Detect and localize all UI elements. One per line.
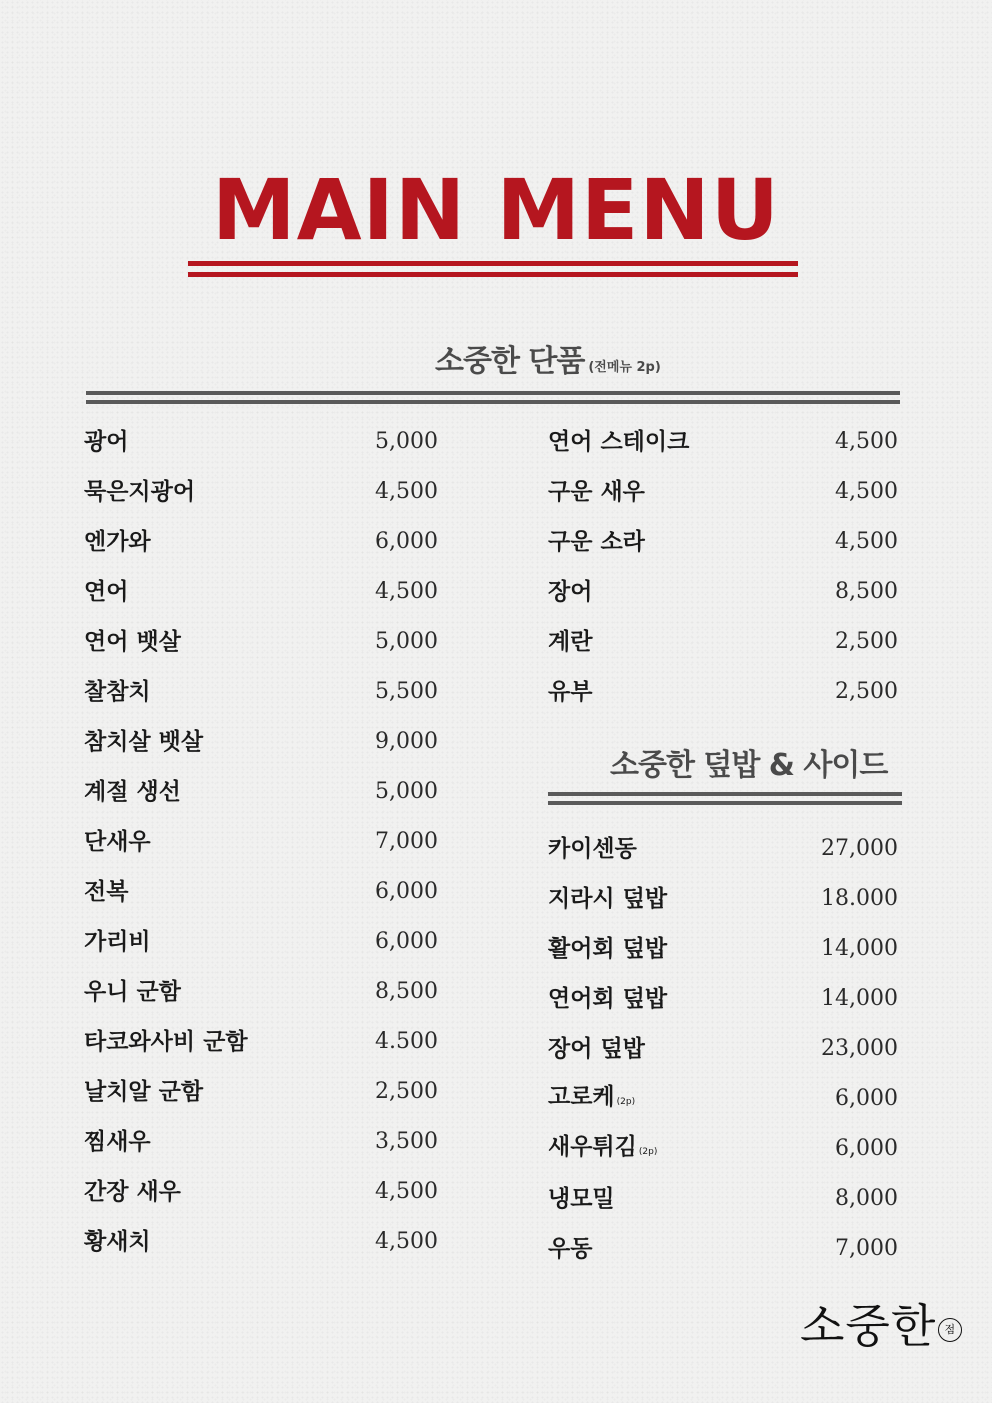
- menu-item-name: [548, 572, 592, 612]
- menu-item-name-text: 묵은지광어: [84, 479, 196, 505]
- menu-item-price: 5,000: [375, 429, 438, 454]
- menu-item-name: [84, 1122, 151, 1162]
- menu-item-note: (2p): [616, 1096, 636, 1107]
- section-rule-single-top: [86, 391, 900, 395]
- menu-item-price: 6,000: [375, 879, 438, 904]
- menu-item: [84, 872, 438, 912]
- menu-item-name: [84, 472, 195, 512]
- menu-item-name: [84, 1072, 203, 1112]
- menu-item: [548, 422, 898, 462]
- menu-item: [84, 472, 438, 512]
- menu-item: [548, 1029, 898, 1069]
- menu-item: [84, 672, 438, 712]
- menu-item-price: 2,500: [835, 629, 898, 654]
- menu-item-name: [84, 772, 181, 812]
- menu-item-name-text: 날치알 군함: [84, 1079, 204, 1105]
- menu-item-name: [548, 1179, 615, 1219]
- menu-item-name: [548, 1077, 635, 1122]
- menu-item-name-text: 냉모밀: [548, 1186, 615, 1212]
- menu-item: [548, 522, 898, 562]
- menu-item-name: [548, 829, 637, 869]
- menu-item: [84, 572, 438, 612]
- menu-item-price: 5,000: [375, 779, 438, 804]
- menu-item-price: 6,000: [375, 529, 438, 554]
- menu-item-name-text: 광어: [84, 429, 129, 455]
- menu-item-name-text: 우니 군함: [84, 979, 181, 1005]
- menu-item-price: 27,000: [821, 836, 898, 861]
- menu-item: [548, 472, 898, 512]
- menu-item-name-text: 장어 덮밥: [548, 1036, 645, 1062]
- menu-item: [84, 522, 438, 562]
- menu-item-name-text: 연어회 덮밥: [548, 986, 668, 1012]
- menu-item-price: 5,000: [375, 629, 438, 654]
- menu-item-price: 4,500: [835, 479, 898, 504]
- menu-item-price: 8,000: [835, 1186, 898, 1211]
- section-title-rice: 소중한 덮밥 & 사이드: [610, 748, 888, 783]
- menu-item-price: 7,000: [375, 829, 438, 854]
- menu-item-name-text: 연어 스테이크: [548, 429, 690, 455]
- menu-item-name: [548, 929, 667, 969]
- section-title-single: [435, 342, 661, 388]
- brand-logo: [800, 1290, 962, 1356]
- menu-item-name: [548, 1029, 645, 1069]
- menu-item: [548, 829, 898, 869]
- menu-item-name-text: 참치살 뱃살: [84, 729, 204, 755]
- menu-item-name-text: 간장 새우: [84, 1179, 181, 1205]
- menu-item-name-text: 연어 뱃살: [84, 629, 181, 655]
- menu-item-name: [548, 879, 667, 919]
- menu-item: [84, 822, 438, 862]
- menu-item: [548, 1229, 898, 1269]
- menu-item-price: 4,500: [375, 1179, 438, 1204]
- title-rule-top: [188, 261, 798, 266]
- menu-item-price: 4,500: [835, 429, 898, 454]
- menu-item-name-text: 장어: [548, 579, 593, 605]
- menu-item-name: [84, 722, 203, 762]
- menu-item-price: 2,500: [375, 1079, 438, 1104]
- menu-item: [84, 1072, 438, 1112]
- menu-item-price: 4.500: [375, 1029, 438, 1054]
- menu-item-price: 6,000: [835, 1136, 898, 1161]
- menu-item-name: [84, 972, 181, 1012]
- menu-item-price: 6,000: [375, 929, 438, 954]
- menu-item-name: [548, 1127, 657, 1172]
- section-rule-rice-top: [548, 792, 902, 796]
- menu-item: [84, 1172, 438, 1212]
- menu-item-name: [548, 622, 592, 662]
- menu-item-price: 2,500: [835, 679, 898, 704]
- menu-item-price: 4,500: [375, 579, 438, 604]
- menu-item-name-text: 전복: [84, 879, 129, 905]
- menu-item-price: 5,500: [375, 679, 438, 704]
- menu-item-name-text: 연어: [84, 579, 129, 605]
- menu-item: [548, 1129, 898, 1169]
- menu-item-name: [84, 822, 151, 862]
- menu-item: [84, 722, 438, 762]
- menu-item: [84, 422, 438, 462]
- menu-item-price: 8,500: [835, 579, 898, 604]
- menu-item-name-text: 카이센동: [548, 836, 637, 862]
- menu-item: [548, 979, 898, 1019]
- menu-item: [548, 879, 898, 919]
- menu-item-name-text: 고로케: [548, 1083, 615, 1110]
- menu-item-name: [84, 622, 181, 662]
- title-rule-bottom: [188, 272, 798, 277]
- menu-item: [84, 1122, 438, 1162]
- menu-item-name-text: 계절 생선: [84, 779, 181, 805]
- menu-item-name: [548, 522, 645, 562]
- menu-item-name: [84, 422, 128, 462]
- menu-item-name: [84, 1022, 248, 1062]
- menu-item-price: 4,500: [375, 479, 438, 504]
- menu-item: [84, 972, 438, 1012]
- brand-name: 소중한: [800, 1299, 937, 1353]
- menu-item-name: [548, 672, 592, 712]
- menu-item: [84, 622, 438, 662]
- menu-item-price: 8,500: [375, 979, 438, 1004]
- menu-item: [84, 1022, 438, 1062]
- menu-item: [84, 1222, 438, 1262]
- menu-item: [84, 772, 438, 812]
- menu-item-price: 18.000: [821, 886, 898, 911]
- menu-item-price: 4,500: [375, 1229, 438, 1254]
- menu-item-name-text: 지라시 덮밥: [548, 886, 668, 912]
- menu-item-price: 7,000: [835, 1236, 898, 1261]
- menu-item-name-text: 찰참치: [84, 679, 151, 705]
- menu-item-price: 3,500: [375, 1129, 438, 1154]
- menu-item-name: [84, 522, 151, 562]
- section-rule-single-bottom: [86, 400, 900, 404]
- menu-item-name: [84, 1222, 151, 1262]
- menu-item-price: 14,000: [821, 986, 898, 1011]
- menu-item: [548, 672, 898, 712]
- menu-item-name-text: 활어회 덮밥: [548, 936, 668, 962]
- menu-item-name-text: 구운 소라: [548, 529, 645, 555]
- menu-item-name: [548, 979, 667, 1019]
- menu-item-name-text: 단새우: [84, 829, 151, 855]
- menu-item-note: (2p): [638, 1146, 658, 1157]
- menu-item-price: 14,000: [821, 936, 898, 961]
- menu-item-name-text: 유부: [548, 679, 593, 705]
- menu-item-name-text: 계란: [548, 629, 593, 655]
- menu-item-name: [548, 1229, 592, 1269]
- menu-item-name-text: 엔가와: [84, 529, 151, 555]
- menu-item-name: [84, 872, 128, 912]
- menu-item-name-text: 황새치: [84, 1229, 151, 1255]
- menu-item-name: [84, 672, 151, 712]
- menu-item-name: [548, 422, 689, 462]
- menu-item: [548, 1179, 898, 1219]
- section-title-single-note: (전메뉴 2p): [588, 360, 661, 375]
- section-rule-rice-bottom: [548, 801, 902, 805]
- menu-item-name: [84, 572, 128, 612]
- menu-item-name-text: 찜새우: [84, 1129, 151, 1155]
- menu-item: [548, 1079, 898, 1119]
- menu-item: [548, 622, 898, 662]
- menu-item-price: 23,000: [821, 1036, 898, 1061]
- brand-badge: 점: [938, 1318, 962, 1342]
- menu-item-name: [84, 922, 151, 962]
- menu-item-name: [548, 472, 645, 512]
- menu-item-name-text: 타코와사비 군함: [84, 1029, 248, 1055]
- menu-item-price: 9,000: [375, 729, 438, 754]
- menu-title: MAIN MENU: [212, 161, 780, 259]
- menu-item-name-text: 새우튀김: [548, 1133, 637, 1160]
- menu-item: [84, 922, 438, 962]
- menu-item-name-text: 구운 새우: [548, 479, 645, 505]
- menu-item-name-text: 우동: [548, 1236, 593, 1262]
- menu-item-name-text: 가리비: [84, 929, 151, 955]
- menu-item-name: [84, 1172, 181, 1212]
- menu-item: [548, 572, 898, 612]
- menu-item: [548, 929, 898, 969]
- menu-item-price: 4,500: [835, 529, 898, 554]
- section-title-single-text: 소중한 단품: [435, 344, 585, 379]
- menu-item-price: 6,000: [835, 1086, 898, 1111]
